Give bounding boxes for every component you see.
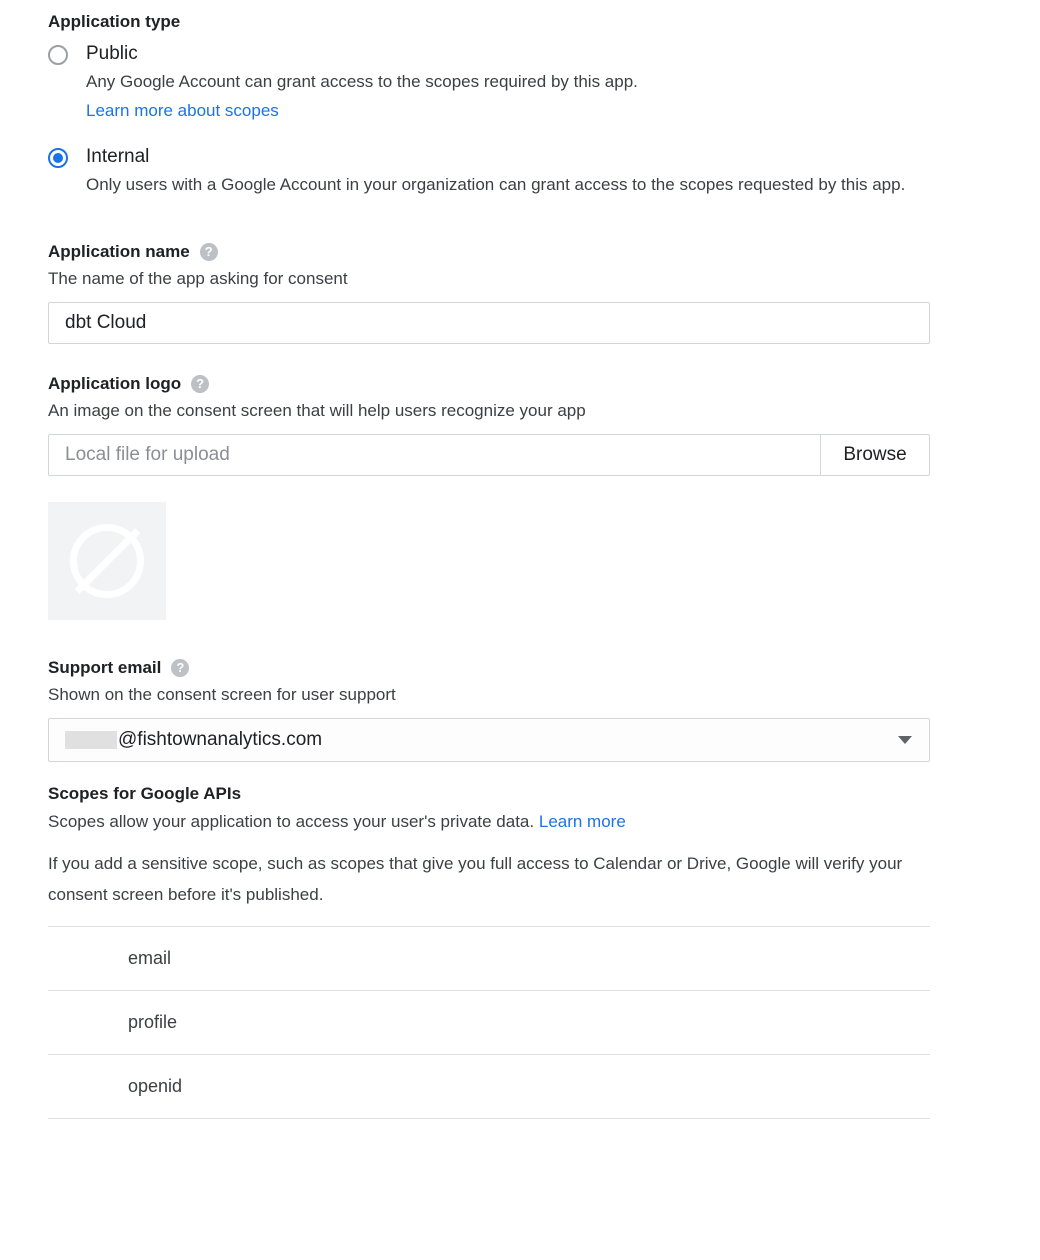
help-icon[interactable]: ?: [191, 375, 209, 393]
application-type-radio-group[interactable]: [48, 40, 992, 200]
radio-public-texts: [86, 40, 992, 125]
support-email-heading: [48, 656, 992, 680]
scopes-section: [48, 782, 992, 1119]
logo-file-input[interactable]: [48, 434, 820, 476]
radio-option-public[interactable]: [48, 40, 992, 125]
application-type-section: [48, 10, 992, 200]
learn-more-about-scopes-link[interactable]: Learn more about scopes: [86, 101, 279, 120]
radio-internal-icon[interactable]: [48, 148, 68, 168]
scopes-note: If you add a sensitive scope, such as scopes that give you full access to Calendar or Drive, Google will verify your consent screen before it's published.: [48, 854, 903, 904]
support-email-select[interactable]: [48, 718, 930, 762]
table-row[interactable]: [48, 927, 930, 991]
browse-button[interactable]: Browse: [820, 434, 930, 476]
radio-internal-title: Internal: [86, 146, 150, 167]
scopes-description: [48, 808, 992, 836]
scope-name: openid: [128, 1076, 183, 1096]
application-name-input[interactable]: [48, 302, 930, 344]
support-email-value: @fishtownanalytics.com: [118, 729, 323, 750]
application-logo-section: [48, 372, 992, 620]
application-logo-label: Application logo: [48, 374, 182, 393]
redacted-username: [65, 731, 117, 749]
spacer: [48, 344, 992, 372]
support-email-description: Shown on the consent screen for user support: [48, 685, 396, 704]
support-email-select-box[interactable]: [48, 718, 930, 762]
application-logo-heading: [48, 372, 992, 396]
radio-option-internal[interactable]: [48, 143, 992, 200]
radio-internal-texts: [86, 143, 992, 200]
help-icon[interactable]: ?: [171, 659, 189, 677]
application-name-heading: [48, 240, 992, 264]
help-icon[interactable]: ?: [200, 243, 218, 261]
scope-name: profile: [128, 1012, 178, 1032]
chevron-down-icon[interactable]: [898, 736, 912, 744]
support-email-label: Support email: [48, 658, 162, 677]
application-name-description: The name of the app asking for consent: [48, 269, 348, 288]
application-name-section: [48, 240, 992, 344]
radio-public-icon[interactable]: [48, 45, 68, 65]
spacer: [48, 620, 992, 656]
spacer: [48, 762, 992, 782]
spacer: [48, 204, 992, 240]
support-email-section: [48, 656, 992, 762]
radio-internal-description: Only users with a Google Account in your organization can grant access to the scopes requested by this app.: [86, 175, 906, 194]
scopes-description-text: Scopes allow your application to access your user's private data.: [48, 812, 535, 831]
scopes-learn-more-link[interactable]: Learn more: [538, 812, 626, 831]
logo-preview: [48, 502, 166, 620]
scopes-label: Scopes for Google APIs: [48, 784, 242, 803]
table-row[interactable]: [48, 991, 930, 1055]
radio-public-description: Any Google Account can grant access to the scopes required by this app.: [86, 72, 638, 91]
scopes-table: [48, 926, 930, 1119]
application-logo-description: An image on the consent screen that will help users recognize your app: [48, 401, 586, 420]
application-name-label: Application name: [48, 242, 190, 261]
table-row[interactable]: [48, 1055, 930, 1119]
application-type-label: Application type: [48, 12, 181, 31]
logo-upload-row: [48, 434, 930, 476]
radio-public-title: Public: [86, 43, 138, 64]
scope-name: email: [128, 948, 172, 968]
no-image-icon: [70, 524, 144, 598]
